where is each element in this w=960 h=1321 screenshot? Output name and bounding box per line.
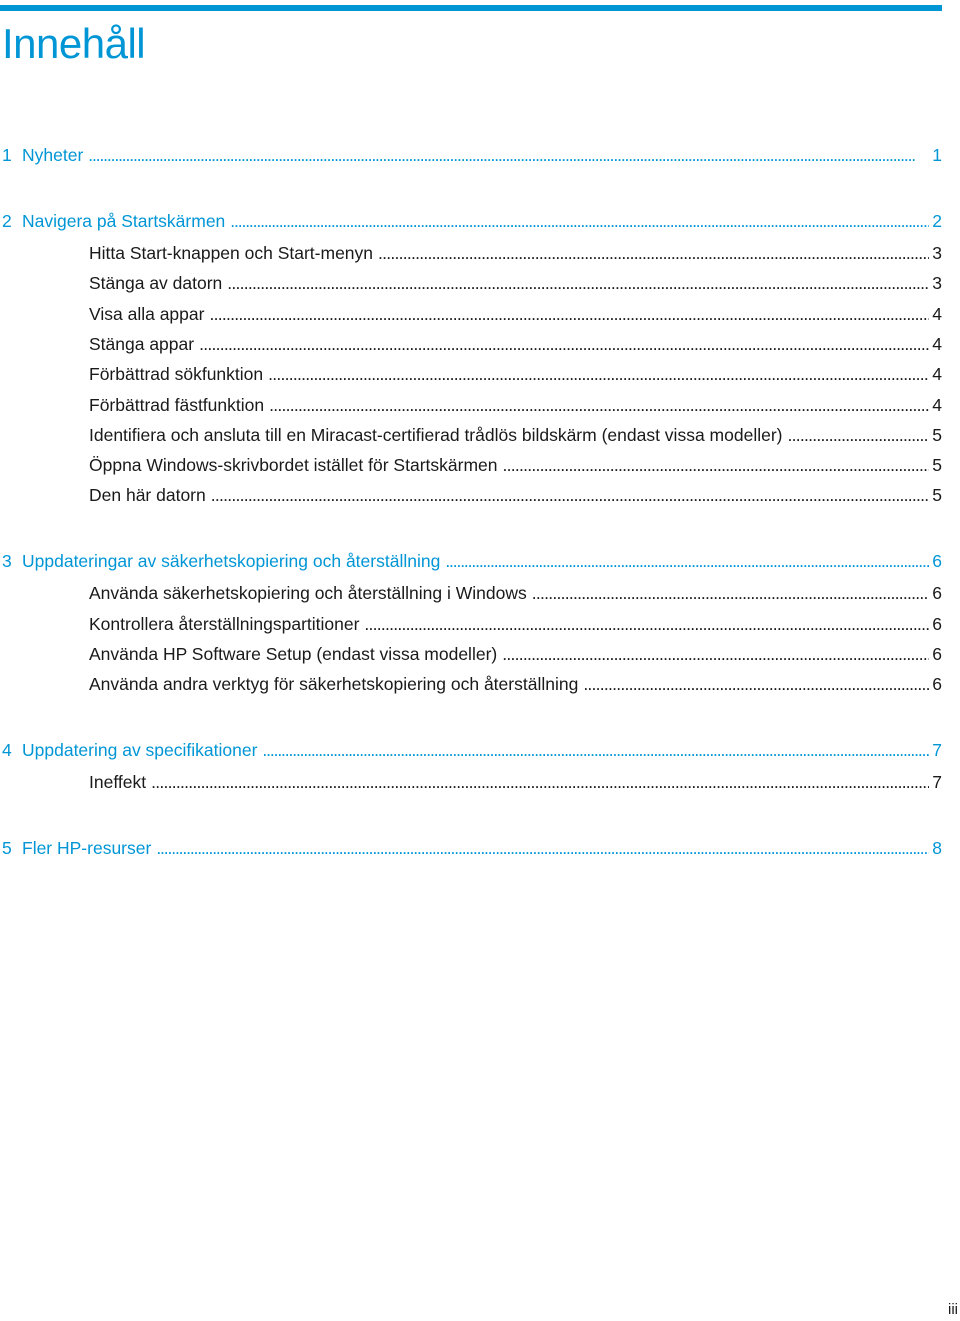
section-title: Identifiera och ansluta till en Miracast-certifierad trådlös bildskärm (endast vissa modeller): [89, 424, 783, 445]
section-page-number: 4: [932, 333, 942, 354]
toc-section-link[interactable]: [89, 641, 942, 667]
section-page-number: 5: [932, 455, 942, 476]
chapter-title: Nyheter: [22, 145, 84, 165]
toc-section-link[interactable]: [89, 331, 942, 357]
section-title: Använda HP Software Setup (endast vissa modeller): [89, 644, 498, 664]
section-page-number: 4: [932, 364, 942, 385]
dot-leader: [209, 301, 929, 327]
chapter-number: 2: [2, 211, 12, 231]
dot-leader: [364, 611, 929, 637]
dot-leader: [445, 548, 929, 574]
toc-section-link[interactable]: [89, 580, 942, 606]
section-title: Förbättrad fästfunktion: [89, 394, 265, 415]
chapter-number: 3: [2, 551, 12, 572]
dot-leader: [227, 270, 929, 296]
toc-section-link[interactable]: [89, 452, 942, 478]
chapter-page-number: 6: [932, 551, 942, 572]
toc-section-link[interactable]: [89, 482, 942, 508]
dot-leader: [268, 361, 929, 387]
chapter-number: 1: [2, 145, 12, 165]
section-page-number: 3: [932, 243, 942, 263]
dot-leader: [787, 422, 929, 448]
chapter-title: Fler HP-resurser: [22, 838, 152, 859]
section-title: Den här datorn: [89, 485, 206, 506]
section-page-number: 6: [932, 674, 942, 695]
section-page-number: 7: [932, 772, 942, 793]
chapter-page-number: 2: [932, 211, 942, 231]
toc-section-link[interactable]: [89, 671, 942, 697]
toc-section-link[interactable]: [89, 422, 942, 448]
header-rule: [0, 5, 942, 11]
chapter-title: Uppdateringar av säkerhetskopiering och återställning: [22, 551, 441, 572]
section-title: Ineffekt: [89, 772, 147, 793]
section-title: Använda andra verktyg för säkerhetskopiering och återställning: [89, 674, 579, 695]
section-title: Kontrollera återställningspartitioner: [89, 613, 360, 634]
chapter-number: 5: [2, 838, 12, 859]
toc-section-link[interactable]: [89, 611, 942, 637]
dot-leader: [230, 208, 929, 234]
section-title: Stänga av datorn: [89, 273, 223, 294]
dot-leader: [211, 482, 930, 508]
dot-leader: [269, 392, 929, 418]
dot-leader: [583, 671, 929, 697]
section-page-number: 3: [932, 273, 942, 294]
toc-chapter-link[interactable]: [2, 835, 942, 861]
section-title: Hitta Start-knappen och Start-menyn: [89, 243, 374, 263]
dot-leader: [199, 331, 929, 357]
dot-leader: [502, 452, 929, 478]
dot-leader: [378, 240, 929, 266]
dot-leader: [88, 142, 929, 168]
dot-leader: [151, 769, 929, 795]
section-page-number: 5: [932, 485, 942, 506]
chapter-title: Uppdatering av specifikationer: [22, 740, 258, 761]
section-title: Öppna Windows-skrivbordet istället för Startskärmen: [89, 455, 498, 476]
section-page-number: 6: [932, 644, 942, 664]
chapter-page-number: 7: [932, 740, 942, 761]
dot-leader: [502, 641, 929, 667]
toc-section-link[interactable]: [89, 769, 942, 795]
section-title: Använda säkerhetskopiering och återställning i Windows: [89, 583, 527, 604]
toc-section-link[interactable]: [89, 361, 942, 387]
section-page-number: 5: [932, 424, 942, 445]
section-page-number: 4: [932, 303, 942, 324]
chapter-number: 4: [2, 740, 12, 761]
section-title: Förbättrad sökfunktion: [89, 364, 264, 385]
chapter-page-number: 8: [932, 838, 942, 859]
section-title: Visa alla appar: [89, 303, 205, 324]
toc-section-link[interactable]: [89, 392, 942, 418]
page-number: iii: [948, 1301, 958, 1318]
toc-chapter-link[interactable]: [2, 737, 942, 763]
toc-chapter-link[interactable]: [2, 208, 942, 234]
toc-chapter-link[interactable]: [2, 142, 942, 168]
page-title: Innehåll: [2, 20, 146, 67]
chapter-page-number: 1: [932, 145, 942, 165]
section-page-number: 6: [932, 583, 942, 604]
toc-section-link[interactable]: [89, 301, 942, 327]
toc-section-link[interactable]: [89, 270, 942, 296]
section-title: Stänga appar: [89, 333, 195, 354]
dot-leader: [532, 580, 930, 606]
chapter-title: Navigera på Startskärmen: [22, 211, 226, 231]
section-page-number: 6: [932, 613, 942, 634]
dot-leader: [262, 737, 929, 763]
dot-leader: [156, 835, 929, 861]
toc-section-link[interactable]: [89, 240, 942, 266]
toc-chapter-link[interactable]: [2, 548, 942, 574]
section-page-number: 4: [932, 394, 942, 415]
